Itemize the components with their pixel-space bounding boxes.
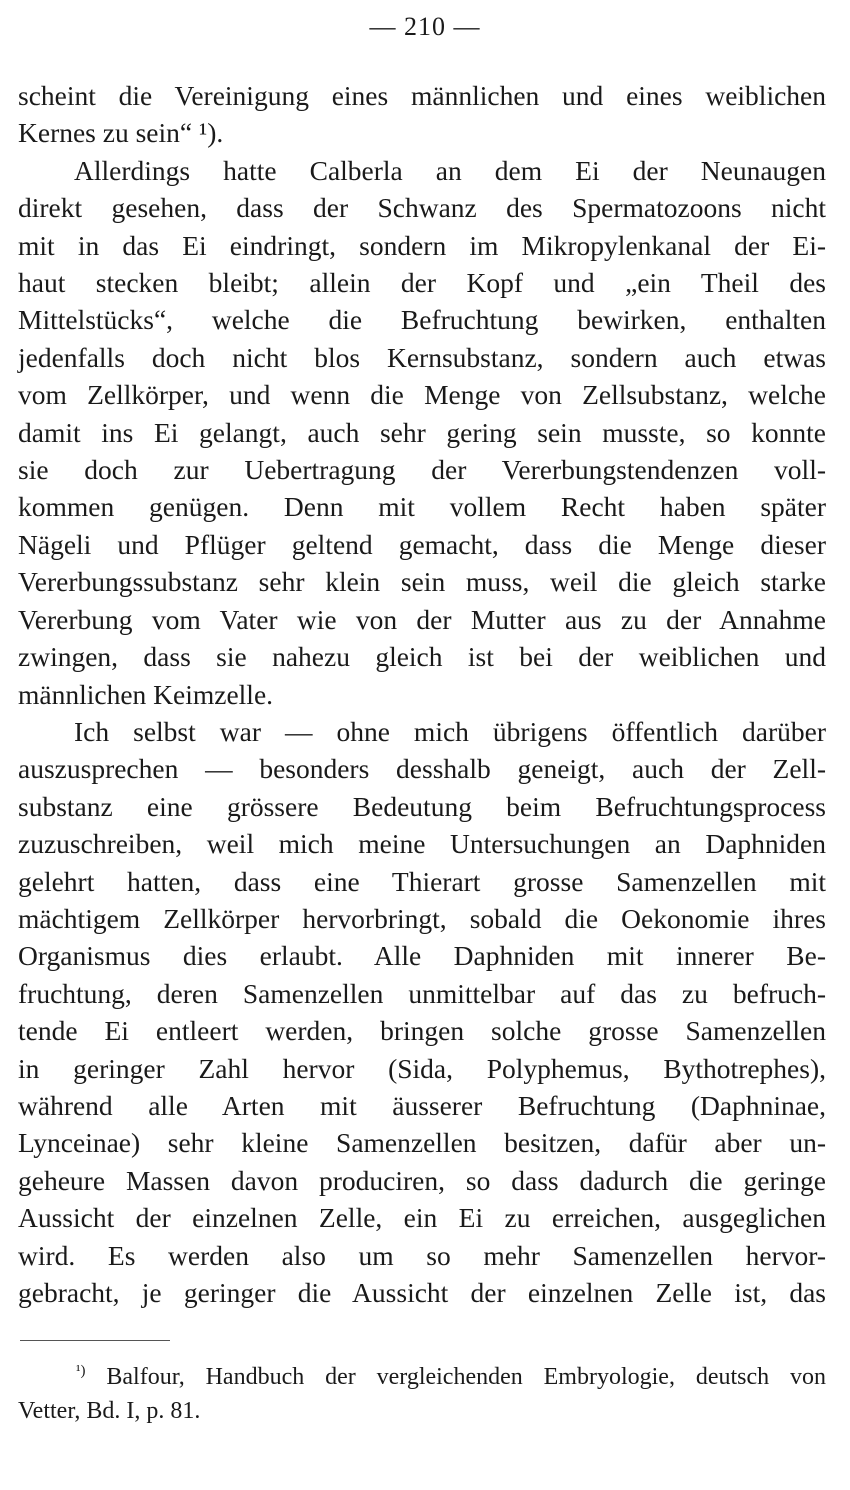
footnote-marker: ¹): [76, 1363, 86, 1379]
text-line: sie doch zur Uebertragung der Vererbungstendenzen voll-: [18, 454, 826, 486]
text-line: Nägeli und Pflüger geltend gemacht, dass die Menge dieser: [18, 528, 826, 560]
footnote-line: [18, 1360, 826, 1394]
text-line: in geringer Zahl hervor (Sida, Polyphemus, Bythotrephes),: [18, 1052, 826, 1084]
text-line: Kernes zu sein“ ¹).: [18, 117, 224, 149]
text-line: mächtigem Zellkörper hervorbringt, sobald die Oekonomie ihres: [18, 902, 826, 934]
body-text: [18, 77, 826, 1311]
text-line: männlichen Keimzelle.: [18, 678, 274, 710]
text-line: Vererbungssubstanz sehr klein sein muss, weil die gleich starke: [18, 566, 826, 598]
text-line: jedenfalls doch nicht blos Kernsubstanz, sondern auch etwas: [18, 341, 826, 373]
footnote-line: Vetter, Bd. I, p. 81.: [18, 1398, 201, 1424]
text-line: tende Ei entleert werden, bringen solche grosse Samenzellen: [18, 1015, 826, 1047]
text-line: Allerdings hatte Calberla an dem Ei der Neunaugen: [74, 154, 826, 186]
footnote: [18, 1360, 826, 1428]
text-line: damit ins Ei gelangt, auch sehr gering sein musste, so konnte: [18, 416, 826, 448]
text-line: substanz eine grössere Bedeutung beim Befruchtungsprocess: [18, 790, 826, 822]
text-line: während alle Arten mit äusserer Befruchtung (Daphninae,: [18, 1089, 826, 1121]
text-line: zuzuschreiben, weil mich meine Untersuchungen an Daphniden: [18, 828, 826, 860]
footnote-divider: [20, 1340, 170, 1341]
text-line: Vererbung vom Vater wie von der Mutter aus zu der Annahme: [18, 603, 826, 635]
page-number: — 210 —: [369, 12, 481, 41]
text-line: Mittelstücks“, welche die Befruchtung bewirken, enthalten: [18, 304, 826, 336]
text-line: gebracht, je geringer die Aussicht der einzelnen Zelle ist, das: [18, 1277, 826, 1308]
text-line: gelehrt hatten, dass eine Thierart grosse Samenzellen mit: [18, 865, 826, 897]
text-line: direkt gesehen, dass der Schwanz des Spermatozoons nicht: [18, 192, 826, 224]
text-line: scheint die Vereinigung eines männlichen und eines weiblichen: [18, 80, 826, 111]
text-line: zwingen, dass sie nahezu gleich ist bei der weiblichen und: [18, 641, 826, 673]
footnote-text: Balfour, Handbuch der vergleichenden Embryologie, deutsch von: [106, 1364, 826, 1390]
text-line: kommen genügen. Denn mit vollem Recht haben später: [18, 491, 826, 523]
text-line: auszusprechen — besonders desshalb geneigt, auch der Zell-: [18, 753, 826, 785]
text-line: fruchtung, deren Samenzellen unmittelbar auf das zu befruch-: [18, 977, 826, 1009]
text-line: geheure Massen davon produciren, so dass dadurch die geringe: [18, 1164, 826, 1196]
text-line: Aussicht der einzelnen Zelle, ein Ei zu erreichen, ausgeglichen: [18, 1202, 826, 1234]
text-line: mit in das Ei eindringt, sondern im Mikropylenkanal der Ei-: [18, 229, 826, 261]
text-line: wird. Es werden also um so mehr Samenzellen hervor-: [18, 1239, 826, 1271]
text-line: Ich selbst war — ohne mich übrigens öffentlich darüber: [74, 715, 826, 747]
text-line: vom Zellkörper, und wenn die Menge von Zellsubstanz, welche: [18, 379, 826, 411]
text-line: haut stecken bleibt; allein der Kopf und „ein Theil des: [18, 267, 826, 299]
text-line: Lynceinae) sehr kleine Samenzellen besitzen, dafür aber un-: [18, 1127, 826, 1159]
text-line: Organismus dies erlaubt. Alle Daphniden mit innerer Be-: [18, 940, 826, 972]
